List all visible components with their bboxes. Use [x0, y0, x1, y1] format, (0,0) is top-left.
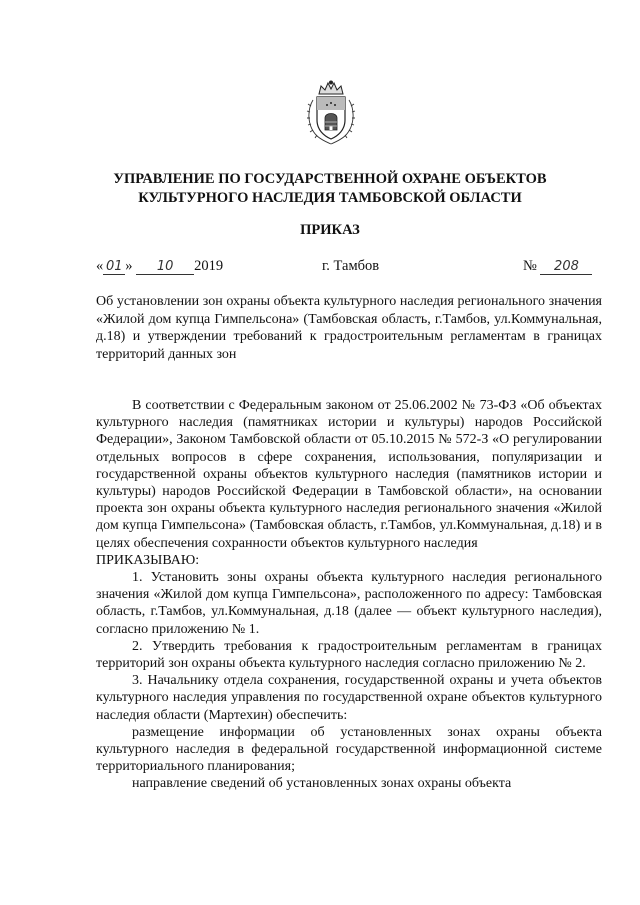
crown-icon [319, 81, 343, 94]
order-city: г. Тамбов [322, 258, 380, 274]
date-year: 2019 [194, 258, 224, 274]
item-1-paragraph: 1. Установить зоны охраны объекта культурного наследия регионального значения «Жилой дом купца Гимпельсона», расположенного по адресу: Тамбовская область, г.Тамбов, ул.Коммунальная, д.18 (далее — объект культурного наследия), согласно приложению № 1. [96, 570, 602, 637]
order-keyword: ПРИКАЗЫВАЮ: [96, 552, 200, 568]
order-number [523, 258, 592, 275]
preamble-paragraph: В соответствии с Федеральным законом от 25.06.2002 № 73-ФЗ «Об объектах культурного наследия (памятниках истории и культуры) народов Российской Федерации», Законом Тамбовской области от 05.10.2015 № 572-З «О регулировании отдельных вопросов в сфере сохранения, использования, популяризации и государственной охраны объектов культурного наследия (памятников истории и культуры) народов Российской Федерации в Тамбовской области», на основании проекта зон охраны объекта культурного наследия регионального значения «Жилой дом купца Гимпельсона» (Тамбовская область, г.Тамбов, ул.Коммунальная, д.18) и в целях обеспечения сохранности объектов культурного наследия [96, 398, 602, 551]
item-3b-paragraph: направление сведений об установленных зонах охраны объекта [132, 776, 512, 792]
coat-of-arms-emblem [303, 80, 359, 146]
order-date [96, 258, 223, 275]
item-3-paragraph: 3. Начальнику отдела сохранения, государственной охраны и учета объектов культурного наследия управления по государственной охране объектов культурного наследия области (Мартехин) обеспечить: [96, 673, 602, 723]
date-day-handwritten: 01 [103, 260, 125, 275]
order-number-handwritten: 208 [540, 260, 592, 275]
issuing-authority [60, 170, 600, 208]
item-2-paragraph: 2. Утвердить требования к градостроительным регламентам в границах территорий зон охраны объекта культурного наследия согласно приложению № 2. [96, 638, 602, 672]
item-3a-paragraph: размещение информации об установленных зонах охраны объекта культурного наследия в федеральной государственной информационной системе территориального планирования; [96, 724, 602, 775]
order-body [96, 397, 602, 793]
org-line-1: УПРАВЛЕНИЕ ПО ГОСУДАРСТВЕННОЙ ОХРАНЕ ОБЪЕКТОВ [113, 171, 547, 187]
number-label: № [523, 258, 537, 274]
document-type-title: ПРИКАЗ [300, 222, 360, 238]
quote-open: « [96, 258, 104, 274]
quote-close: » [125, 258, 133, 274]
shield-icon [317, 97, 345, 139]
order-subject: Об установлении зон охраны объекта культурного наследия регионального значения «Жилой дом купца Гимпельсона» (Тамбовская область, г.Тамбов, ул.Коммунальная, д.18) и утверждении требований к градостроительным регламентам в границах территорий данных зон [96, 294, 602, 362]
date-month-handwritten: 10 [136, 260, 194, 275]
org-line-2: КУЛЬТУРНОГО НАСЛЕДИЯ ТАМБОВСКОЙ ОБЛАСТИ [138, 190, 522, 206]
